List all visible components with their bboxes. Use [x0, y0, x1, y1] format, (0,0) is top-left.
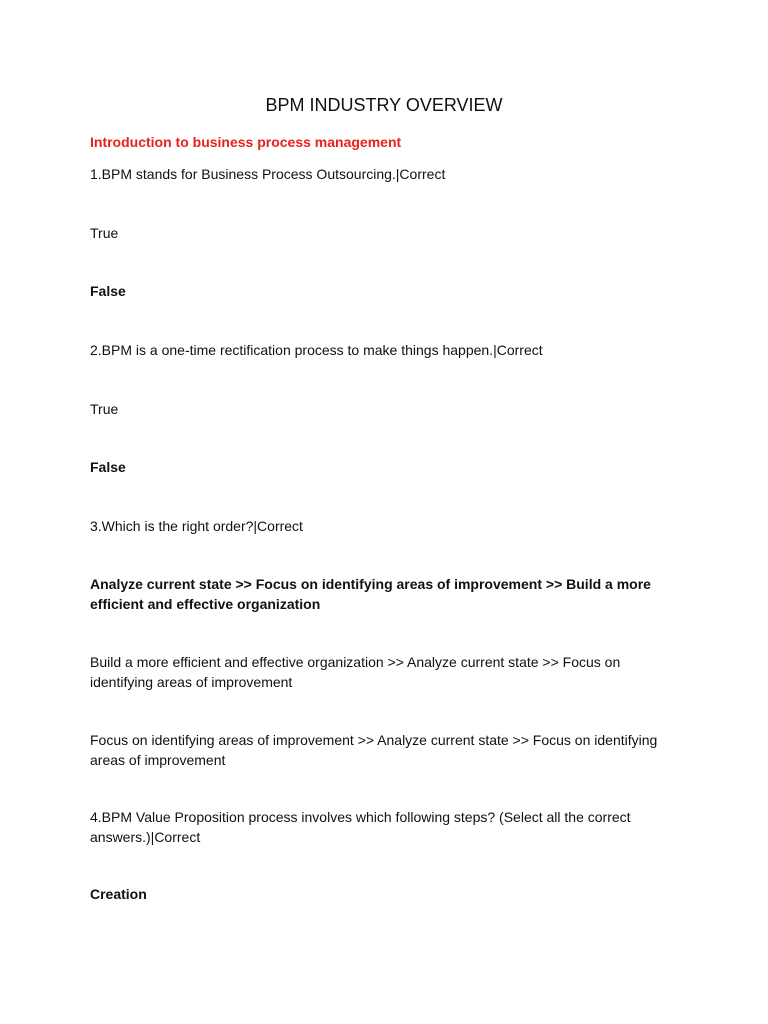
question-4-text: 4.BPM Value Proposition process involves which following steps? (Select all the correct answers.)|Correct — [90, 809, 631, 845]
question-1-option-true: True — [90, 225, 119, 241]
question-1-option-false-selected: False — [90, 283, 126, 299]
question-3-text: 3.Which is the right order?|Correct — [90, 518, 303, 534]
document-title: BPM INDUSTRY OVERVIEW — [265, 95, 503, 115]
question-2-option-false-selected: False — [90, 459, 126, 475]
question-4-option-creation-selected: Creation — [90, 886, 147, 902]
question-3-option-2: Build a more efficient and effective organization >> Analyze current state >> Focus on identifying areas of improvement — [90, 654, 621, 690]
question-2-text: 2.BPM is a one-time rectification process to make things happen.|Correct — [90, 342, 543, 358]
question-3-option-1-selected: Analyze current state >> Focus on identifying areas of improvement >> Build a more efficient and effective organization — [90, 576, 651, 612]
question-2-option-true: True — [90, 401, 119, 417]
question-1-text: 1.BPM stands for Business Process Outsourcing.|Correct — [90, 166, 446, 182]
question-3-option-3: Focus on identifying areas of improvement >> Analyze current state >> Focus on identifying areas of improvement — [90, 732, 658, 768]
section-heading: Introduction to business process management — [90, 134, 402, 150]
